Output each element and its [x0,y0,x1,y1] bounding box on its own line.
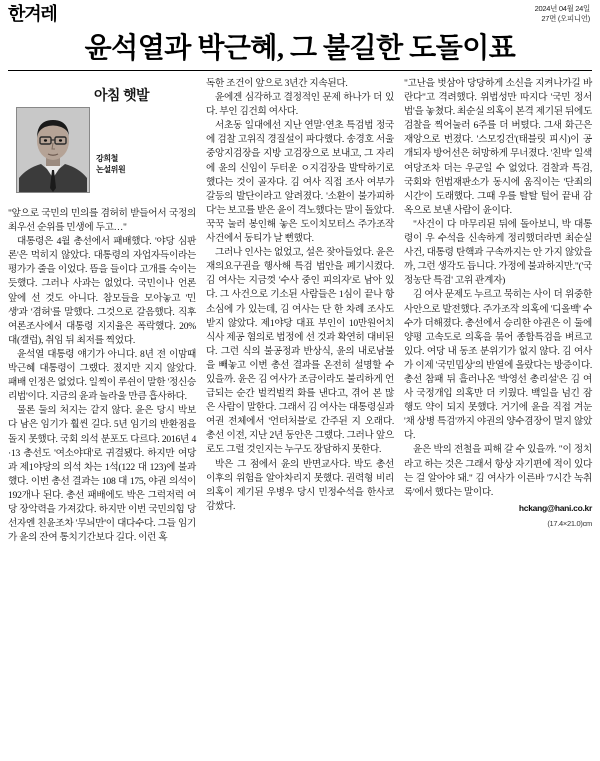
headline-divider [8,70,592,71]
paragraph: 윤은 박의 전철을 피해 갈 수 있을까. "이 정치라고 하는 것은 그래서 항상 자기편에 적이 있다는 걸 알아야 돼." 김 여사가 이른바 '7시간 녹취록'에서 했다는 말이다. [404,444,592,498]
author-role: 논설위원 [96,165,126,174]
byline [96,153,125,175]
article-body-column-2 [206,77,394,514]
paragraph: 대통령은 4월 총선에서 패배했다. '야당 심판론'은 먹히지 않았다. 대통령의 자업자득이라는 평가가 줄을 이었다. 뜸을 들이다 고개를 숙이는 듯했다. 그러나 사과는 없었다. 국민이나 언론 앞에 선 것도 아니다. 참모들을 모아놓고 '민생'과 '겸허'를 말했다. 그것으로 갈음했다. 직후 여론조사에서 대통령 지지율은 폭락했다. 20%대(갤럽), 취임 뒤 최저를 찍었다. [8,236,196,346]
dimension-note: (17.4×21.0)cm [547,518,592,528]
paragraph: 물론 둘의 처지는 같지 않다. 윤은 당시 박보다 남은 임기가 훨씬 길다. 5년 임기의 반환점을 돌지 못했다. 국회 의석 분포도 다르다. 2016년 4·13 총선도 '여소야대'로 귀결됐다. 하지만 여당과 제1야당의 의석 차는 1석(122 대 123)에 불과했다. 이번 총선 결과는 108 대 175, 야권 의석이 192개나 된다. 총선 패배에도 박은 그럭저럭 여당 장악력을 가져갔다. 하지만 이번 국민의힘 당선자엔 친윤조차 '무늬만'이 대다수다. 그들 임기가 윤의 잔여 통치기간보다 길다. 이런 혹 [8,405,196,544]
author-email[interactable]: hckang@hani.co.kr [518,502,592,513]
article-column-2 [206,77,394,514]
article-columns [8,77,592,545]
masthead-logo: 한겨레 [8,4,57,24]
masthead-row [8,4,592,30]
author-name: 강희철 [96,154,118,163]
paragraph: 윤에겐 심각하고 결정적인 문제 하나가 더 있다. 부인 김건희 여사다. [206,92,394,118]
author-photo [16,107,90,193]
article-column-3 [404,77,592,528]
column-kicker: 아침 햇발 [94,87,149,103]
paragraph: 김 여사 문제도 누르고 묵히는 사이 더 위중한 사안으로 발전했다. 주가조작 의혹에 '디올백' 수수가 더해졌다. 총선에서 승리한 야권은 이 둘에 양평 고속도로 의혹을 묶어 종합특검을 벼르고 있다. 여당 내 동조 분위기가 없지 않다. 김 여사가 이제 '국민밉상'의 반열에 올랐다는 방증이다. 총선 참패 뒤 흘러나온 '박영선 총리설'은 김 여사 국정개입 의혹만 더 키웠다. 백일을 넘긴 잠행도 약이 되지 못했다. 거기에 윤을 직접 겨눈 '채 상병 특검'까지 야권의 양수겸장이 멀지 않았다. [404,289,592,442]
paragraph: "사건이 다 마무리된 뒤에 돌아보니, 박 대통령이 우 수석을 신속하게 정리했더라면 최순실 사건, 대통령 탄핵과 구속까지는 안 가지 않았을까, 그런 생각도 듭니다. 가정에 불과하지만."('국정농단 특검' 고위 관계자) [404,218,592,287]
article-column-1 [8,77,196,545]
article-body-column-3 [404,77,592,500]
author-portrait-image [17,108,89,192]
issue-info [535,4,590,24]
article-body-column-1 [8,207,196,545]
paragraph: 박은 그 점에서 윤의 반면교사다. 박도 총선 이후의 위험을 알아차리지 못했다. 권력형 비리 의혹이 제기된 우병우 당시 민정수석을 한사코 감쌌다. [206,458,394,512]
paragraph: 그러나 인사는 없었고, 설은 잦아들었다. 윤은 재의요구권을 행사해 특검 법안을 폐기시켰다. 김 여사는 지금껏 '수사 중인 피의자'로 남아 있다. 그 사건으로 기소된 사람들은 1심이 끝나 항소심에 가 있는데, 김 여사는 단 한 차례 조사도 받지 않았다. 제1야당 대표 부인이 10만원어치 식사 제공 혐의로 법정에 선 것과 확연히 대비된다. 그런 식의 불공정과 반상식, 윤의 내로남불을 빼놓고 이번 총선 결과를 온전히 설명할 수 있을까. 윤은 김 여사가 조금이라도 불리하게 언급되는 순간 벌컥벌컥 화를 낸다고, 겪어 본 많은 사람이 말한다. 그래서 김 여사는 대통령실과 여권 전체에서 '언터처블'로 간주된 지 오래다. 총선 이전, 지난 2년 동안은 그랬다. 그러나 앞으로도 그럴 것인지는 누구도 장담하지 못한다. [206,247,394,456]
paragraph: "앞으로 국민의 민의를 겸허히 받들어서 국정의 최우선 순위를 민생에 두고…" [8,208,196,234]
issue-page-section: 27면 (오피니언) [541,14,590,23]
paragraph: 윤석열 대통령 얘기가 아니다. 8년 전 이맘때 박근혜 대통령이 그랬다. 졌지만 지지 않았다. 패배 인정은 없었다. 일찍이 루쉰이 말한 '정신승리법'이다. 지금의 윤과 놀라울 만큼 흡사하다. [8,348,196,403]
column-header-block [8,77,196,205]
paragraph: "고난을 벗삼아 당당하게 소신을 지켜나가길 바란다"고 격려했다. 위법성만 따지다 '국민 정서법'을 놓쳤다. 최순실 의혹이 본격 제기된 뒤에도 검찰을 찍어눌러 6주를 더 버텼다. 그새 화근은 재앙으로 번졌다. '스모킹건'(태블릿 피시)이 공개되자 방어선은 허망하게 무너졌다. '친박' 일색 여당조차 더는 우군일 수 없었다. 검찰과 특검, 국회와 헌법재판소가 동시에 움직이는 '단죄의 시간'이 도래했다. 그때 우를 탈탈 털어 끝내 감옥으로 보낸 사람이 윤이다. [404,78,592,216]
paragraph: 서초동 일대에선 지난 연말·연초 특검법 정국에 검찰 고위직 경질설이 파다했다. 송경호 서울중앙지검장을 지방 고검장으로 보내고, 그 자리에 윤의 신임이 두터운 ㅇ지검장을 발탁하기로 했다는 것이 골자다. 김 여사 직접 조사 여부가 갈등의 발단이라고 알려졌다. '소환이 불가피하다'는 보고를 받은 윤이 격노했다는 말이 돌았다. 꾹꾹 눌러 봉인해 놓은 도이치모터스 주가조작 사건에서 동티가 날 뻔했다. [206,120,394,245]
paragraph: 독한 조건이 앞으로 3년간 지속된다. [206,78,348,89]
page-title: 윤석열과 박근혜, 그 불길한 도돌이표 [84,33,516,64]
issue-date: 2024년 04월 24일 [534,4,590,13]
